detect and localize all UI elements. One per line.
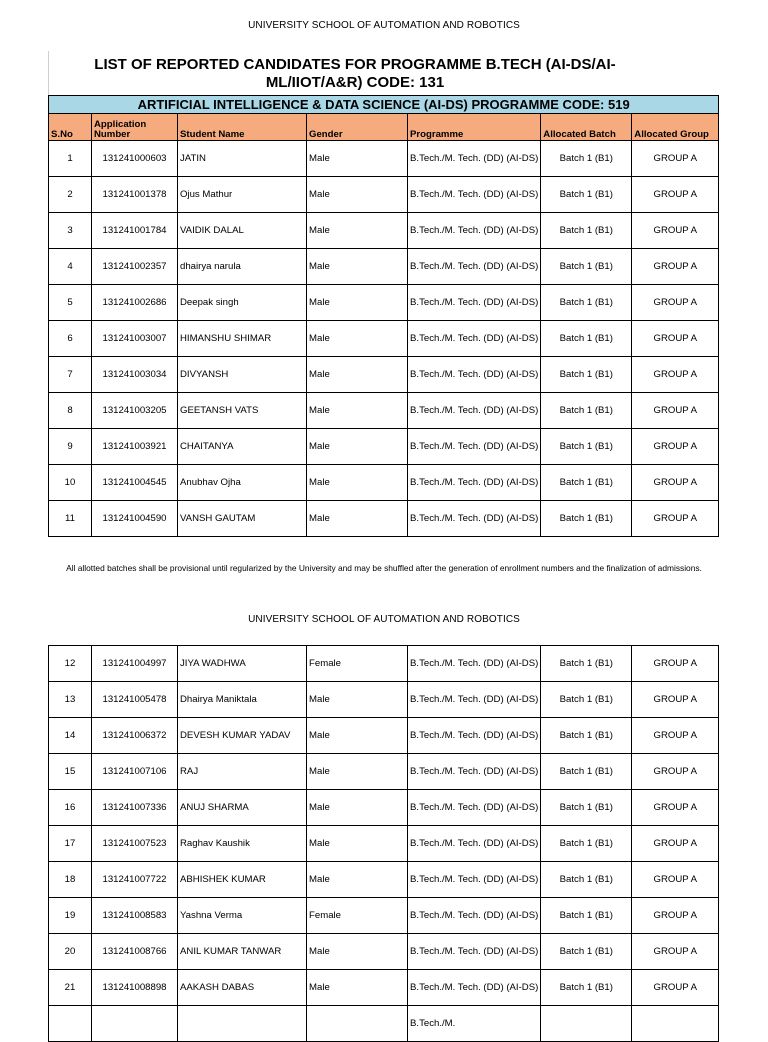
cell-allocated-group: GROUP A [632,177,719,213]
cell-sno: 11 [49,501,92,537]
col-header-application-number: Application Number [92,114,178,141]
cell-sno: 14 [49,718,92,754]
table-row [49,393,719,429]
col-header-programme: Programme [408,114,541,141]
cell-sno: 12 [49,646,92,682]
cell-application-number: 131241002357 [92,249,178,285]
cell-programme: B.Tech./M. Tech. (DD) (AI-DS) [408,790,541,826]
cell-student-name: Yashna Verma [178,898,307,934]
cell-programme: B.Tech./M. Tech. (DD) (AI-DS) [408,970,541,1006]
cell-programme: B.Tech./M. Tech. (DD) (AI-DS) [408,393,541,429]
cell-allocated-group: GROUP A [632,826,719,862]
cell-allocated-batch: Batch 1 (B1) [541,501,632,537]
cell-gender: Male [307,501,408,537]
cell-sno: 18 [49,862,92,898]
cell-allocated-group: GROUP A [632,754,719,790]
cell-student-name: dhairya narula [178,249,307,285]
title-line-2: ML/IIOT/A&R) CODE: 131 [265,74,445,91]
cell-student-name: Anubhav Ojha [178,465,307,501]
cell-gender: Male [307,141,408,177]
cell-programme: B.Tech./M. Tech. (DD) (AI-DS) [408,682,541,718]
table-row [49,321,719,357]
table-row [49,465,719,501]
cell-application-number: 131241004590 [92,501,178,537]
cell-programme: B.Tech./M. Tech. (DD) (AI-DS) [408,141,541,177]
table-row [49,177,719,213]
cell-allocated-group: GROUP A [632,285,719,321]
table-row [49,357,719,393]
cell-application-number: 131241007106 [92,754,178,790]
cell-programme: B.Tech./M. Tech. (DD) (AI-DS) [408,826,541,862]
cell-application-number: 131241003007 [92,321,178,357]
cell-student-name: JIYA WADHWA [178,646,307,682]
cell-gender: Male [307,249,408,285]
cell-programme: B.Tech./M. Tech. (DD) (AI-DS) [408,213,541,249]
col-header-allocated-batch: Allocated Batch [541,114,632,141]
cell-allocated-batch: Batch 1 (B1) [541,213,632,249]
cell-allocated-batch: Batch 1 (B1) [541,934,632,970]
cell-gender: Male [307,393,408,429]
cell-gender: Male [307,357,408,393]
cell-allocated-group: GROUP A [632,970,719,1006]
cell-sno: 16 [49,790,92,826]
cell-allocated-group: GROUP A [632,465,719,501]
candidates-table-page-2 [48,645,719,1042]
cell-allocated-group: GROUP A [632,429,719,465]
cell-allocated-batch: Batch 1 (B1) [541,393,632,429]
cell-sno: 6 [49,321,92,357]
cell-gender: Male [307,177,408,213]
cell-allocated-batch: Batch 1 (B1) [541,754,632,790]
cell-sno: 3 [49,213,92,249]
cell-allocated-group: GROUP A [632,357,719,393]
cell-application-number: 131241003034 [92,357,178,393]
cell-application-number: 131241008898 [92,970,178,1006]
page-title [60,56,650,92]
cell-sno: 21 [49,970,92,1006]
cell-sno: 9 [49,429,92,465]
candidates-table-page-1 [48,95,719,537]
cell-gender: Male [307,465,408,501]
cell-allocated-batch: Batch 1 (B1) [541,682,632,718]
table-row [49,970,719,1006]
cell-application-number: 131241004997 [92,646,178,682]
cell-programme: B.Tech./M. Tech. (DD) (AI-DS) [408,465,541,501]
table-row [49,249,719,285]
cell-sno: 20 [49,934,92,970]
cell-programme: B.Tech./M. [408,1006,541,1042]
cell-allocated-group: GROUP A [632,213,719,249]
university-header-page-2: UNIVERSITY SCHOOL OF AUTOMATION AND ROBOTICS [248,614,520,625]
column-header-row [49,114,719,141]
cell-application-number: 131241008766 [92,934,178,970]
cell-sno: 13 [49,682,92,718]
cell-allocated-batch: Batch 1 (B1) [541,465,632,501]
cell-application-number: 131241004545 [92,465,178,501]
cell-allocated-batch: Batch 1 (B1) [541,321,632,357]
cell-student-name: VAIDIK DALAL [178,213,307,249]
cell-sno: 7 [49,357,92,393]
cell-gender: Male [307,970,408,1006]
cell-application-number: 131241007523 [92,826,178,862]
cell-allocated-batch: Batch 1 (B1) [541,357,632,393]
cell-student-name: ANIL KUMAR TANWAR [178,934,307,970]
cell-allocated-group: GROUP A [632,646,719,682]
cell-application-number: 131241000603 [92,141,178,177]
table-row [49,718,719,754]
cell-allocated-batch: Batch 1 (B1) [541,646,632,682]
cell-allocated-batch: Batch 1 (B1) [541,249,632,285]
cell-programme: B.Tech./M. Tech. (DD) (AI-DS) [408,177,541,213]
cell-allocated-group: GROUP A [632,898,719,934]
cell-allocated-batch: Batch 1 (B1) [541,862,632,898]
cell-programme: B.Tech./M. Tech. (DD) (AI-DS) [408,285,541,321]
cell-allocated-group: GROUP A [632,718,719,754]
cell-allocated-group: GROUP A [632,393,719,429]
cell-allocated-batch: Batch 1 (B1) [541,429,632,465]
cell-application-number: 131241002686 [92,285,178,321]
cell-sno: 10 [49,465,92,501]
cell-gender: Male [307,321,408,357]
cell-gender: Male [307,934,408,970]
cell-student-name: GEETANSH VATS [178,393,307,429]
cell-allocated-group: GROUP A [632,790,719,826]
cell-gender: Male [307,718,408,754]
table-row [49,141,719,177]
col-header-student-name: Student Name [178,114,307,141]
cell-allocated-group: GROUP A [632,249,719,285]
table-row [49,646,719,682]
cell-allocated-batch: Batch 1 (B1) [541,970,632,1006]
cell-programme: B.Tech./M. Tech. (DD) (AI-DS) [408,718,541,754]
cell-allocated-batch: Batch 1 (B1) [541,177,632,213]
cell-student-name: ANUJ SHARMA [178,790,307,826]
cell-programme: B.Tech./M. Tech. (DD) (AI-DS) [408,862,541,898]
cell-programme: B.Tech./M. Tech. (DD) (AI-DS) [408,249,541,285]
cell-sno: 19 [49,898,92,934]
cell-application-number: 131241003921 [92,429,178,465]
cell-application-number: 131241006372 [92,718,178,754]
cell-allocated-group: GROUP A [632,501,719,537]
cell-sno: 15 [49,754,92,790]
cell-programme: B.Tech./M. Tech. (DD) (AI-DS) [408,501,541,537]
cell-allocated-batch: Batch 1 (B1) [541,898,632,934]
cell-student-name: RAJ [178,754,307,790]
cell-student-name: HIMANSHU SHIMAR [178,321,307,357]
table-row [49,862,719,898]
cell-gender: Male [307,790,408,826]
cell-student-name: Dhairya Maniktala [178,682,307,718]
col-header-gender: Gender [307,114,408,141]
cell-gender: Female [307,898,408,934]
cell-allocated-group: GROUP A [632,321,719,357]
cell-student-name: VANSH GAUTAM [178,501,307,537]
cell-programme: B.Tech./M. Tech. (DD) (AI-DS) [408,754,541,790]
table-row [49,754,719,790]
cell-allocated-group: GROUP A [632,682,719,718]
cell-programme: B.Tech./M. Tech. (DD) (AI-DS) [408,357,541,393]
cell-allocated-group: GROUP A [632,934,719,970]
cell-programme: B.Tech./M. Tech. (DD) (AI-DS) [408,646,541,682]
cell-gender: Male [307,826,408,862]
cell-gender: Male [307,429,408,465]
cell-programme: B.Tech./M. Tech. (DD) (AI-DS) [408,898,541,934]
cell-student-name: ABHISHEK KUMAR [178,862,307,898]
cell-programme: B.Tech./M. Tech. (DD) (AI-DS) [408,934,541,970]
cell-allocated-group: GROUP A [632,862,719,898]
cell-sno: 17 [49,826,92,862]
table-row [49,898,719,934]
cell-gender: Male [307,682,408,718]
cell-student-name: JATIN [178,141,307,177]
cell-application-number: 131241001378 [92,177,178,213]
cell-student-name: DIVYANSH [178,357,307,393]
table-row [49,501,719,537]
cell-application-number: 131241001784 [92,213,178,249]
cell-student-name: AAKASH DABAS [178,970,307,1006]
title-border-line [48,51,49,96]
cell-student-name: Ojus Mathur [178,177,307,213]
cell-allocated-batch: Batch 1 (B1) [541,790,632,826]
cell-student-name: DEVESH KUMAR YADAV [178,718,307,754]
cell-allocated-batch: Batch 1 (B1) [541,141,632,177]
cell-gender: Male [307,285,408,321]
cell-application-number: 131241007722 [92,862,178,898]
cell-programme: B.Tech./M. Tech. (DD) (AI-DS) [408,429,541,465]
cell-sno: 8 [49,393,92,429]
cell-application-number: 131241003205 [92,393,178,429]
cell-application-number: 131241005478 [92,682,178,718]
cell-gender: Male [307,862,408,898]
cell-sno: 5 [49,285,92,321]
col-header-sno: S.No [49,114,92,141]
cell-application-number: 131241008583 [92,898,178,934]
col-header-allocated-group: Allocated Group [632,114,719,141]
cell-gender: Female [307,646,408,682]
disclaimer-note: All allotted batches shall be provisional until regularized by the University and may be shuffled after the generation of enrollment numbers and the finalization of admissions. [66,563,702,573]
cell-programme: B.Tech./M. Tech. (DD) (AI-DS) [408,321,541,357]
table-row [49,934,719,970]
cell-gender: Male [307,754,408,790]
cell-allocated-batch: Batch 1 (B1) [541,826,632,862]
cell-allocated-batch: Batch 1 (B1) [541,285,632,321]
table-row [49,429,719,465]
table-row [49,682,719,718]
university-header: UNIVERSITY SCHOOL OF AUTOMATION AND ROBOTICS [248,20,520,31]
cell-sno: 4 [49,249,92,285]
table-row [49,826,719,862]
cell-student-name: CHAITANYA [178,429,307,465]
cell-gender: Male [307,213,408,249]
table-row [49,213,719,249]
table-row [49,285,719,321]
table-row [49,790,719,826]
programme-banner: ARTIFICIAL INTELLIGENCE & DATA SCIENCE (AI-DS) PROGRAMME CODE: 519 [49,96,719,114]
cell-student-name: Raghav Kaushik [178,826,307,862]
cell-allocated-batch: Batch 1 (B1) [541,718,632,754]
cell-allocated-group: GROUP A [632,141,719,177]
cell-sno: 1 [49,141,92,177]
cell-student-name: Deepak singh [178,285,307,321]
cell-application-number: 131241007336 [92,790,178,826]
title-line-1: LIST OF REPORTED CANDIDATES FOR PROGRAMME B.TECH (AI-DS/AI- [94,56,616,73]
cell-sno: 2 [49,177,92,213]
